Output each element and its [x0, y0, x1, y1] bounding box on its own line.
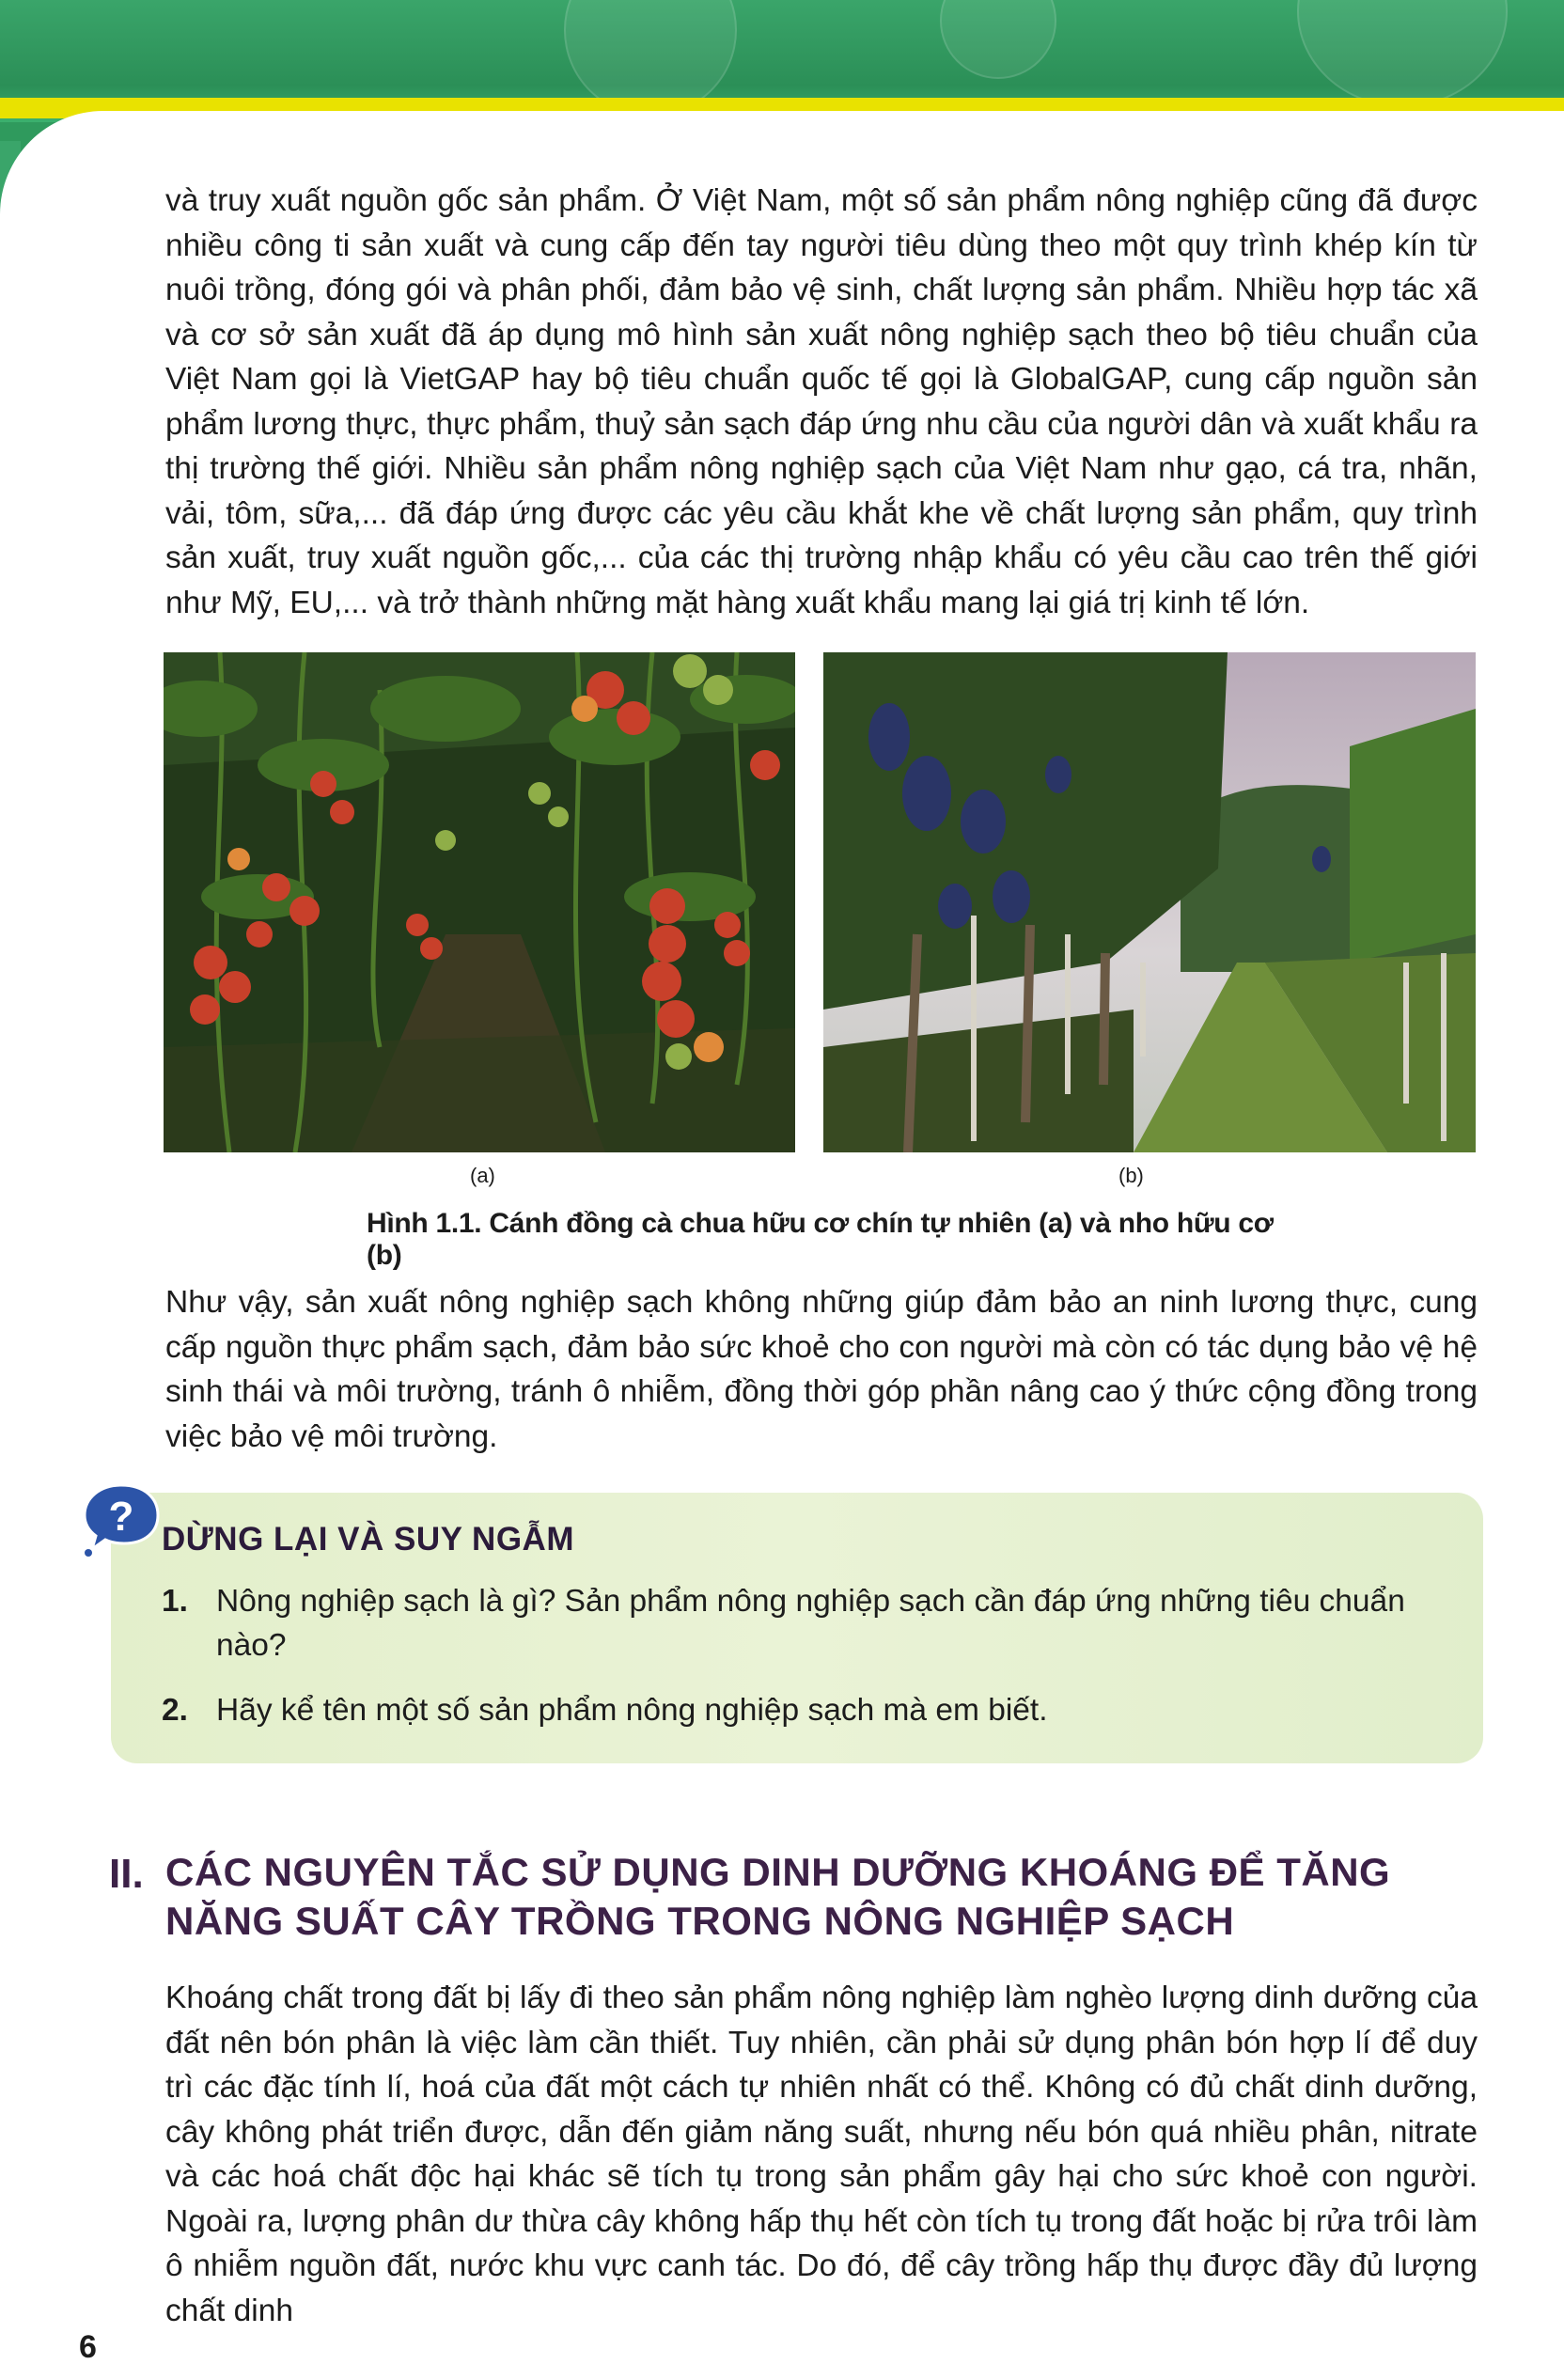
- summary-paragraph: Như vậy, sản xuất nông nghiệp sạch không những giúp đảm bảo an ninh lương thực, cung cấp nguồn thực phẩm sạch, đảm bảo sức khoẻ cho con người mà còn có tác dụng bảo vệ hệ sinh thái và môi trường, tránh ô nhiễm, đồng thời góp phần nâng cao ý thức cộng đồng trong việc bảo vệ môi trường.: [165, 1285, 1478, 1454]
- question-item: [162, 1688, 1459, 1732]
- intro-paragraph: và truy xuất nguồn gốc sản phẩm. Ở Việt Nam, một số sản phẩm nông nghiệp cũng đã được nhiều công ti sản xuất và cung cấp đến tay người tiêu dùng theo một quy trình khép kín từ nuôi trồng, đóng gói và phân phối, đảm bảo vệ sinh, chất lượng sản phẩm. Nhiều hợp tác xã và cơ sở sản xuất đã áp dụng mô hình sản xuất nông nghiệp sạch theo bộ tiêu chuẩn của Việt Nam gọi là VietGAP hay bộ tiêu chuẩn quốc tế gọi là GlobalGAP, cung cấp nguồn sản phẩm lương thực, thực phẩm, thuỷ sản sạch đáp ứng nhu cầu của người dân và xuất khẩu ra thị trường thế giới. Nhiều sản phẩm nông nghiệp sạch của Việt Nam như gạo, cá tra, nhãn, vải, tôm, sữa,... đã đáp ứng được các yêu cầu khắt khe về chất lượng sản phẩm, quy trình sản xuất, truy xuất nguồn gốc,... của các thị trường nhập khẩu có yêu cầu cao trên thế giới như Mỹ, EU,... và trở thành những mặt hàng xuất khẩu mang lại giá trị kinh tế lớn.: [165, 183, 1478, 620]
- tomato-illustration: [164, 652, 795, 1152]
- figure-label-b: (b): [1118, 1164, 1144, 1187]
- decor-bubble: [1297, 0, 1508, 107]
- question-number: 1.: [162, 1584, 188, 1619]
- section-number: II.: [109, 1851, 144, 1897]
- page-number: 6: [79, 2329, 97, 2365]
- reflection-title: DỪNG LẠI VÀ SUY NGẪM: [162, 1521, 574, 1558]
- figure-label-a: (a): [470, 1164, 495, 1187]
- figure-caption: Hình 1.1. Cánh đồng cà chua hữu cơ chín tự nhiên (a) và nho hữu cơ (b): [367, 1208, 1274, 1271]
- minerals-paragraph: Khoáng chất trong đất bị lấy đi theo sản phẩm nông nghiệp làm nghèo lượng dinh dưỡng của đất nên bón phân là việc làm cần thiết. Tuy nhiên, cần phải sử dụng phân bón hợp lí để duy trì các đặc tính lí, hoá của đất một cách tự nhiên nhất có thể. Không có đủ chất dinh dưỡng, cây không phát triển được, dẫn đến giảm năng suất, nhưng nếu bón quá nhiều phân, nitrate và các hoá chất độc hại khác sẽ tích tụ trong sản phẩm gây hại cho sức khoẻ con người. Ngoài ra, lượng phân dư thừa cây không hấp thụ hết còn tích tụ trong đất hoặc bị rửa trôi làm ô nhiễm nguồn đất, nước khu vực canh tác. Do đó, để cây trồng hấp thụ được đầy đủ lượng chất dinh: [165, 1981, 1478, 2328]
- question-bubble-icon: [79, 1480, 164, 1558]
- question-text: Hãy kể tên một số sản phẩm nông nghiệp sạch mà em biết.: [216, 1693, 1048, 1728]
- question-mark: ?: [108, 1494, 134, 1540]
- question-number: 2.: [162, 1693, 188, 1728]
- decor-bubble: [940, 0, 1056, 79]
- question-item: [162, 1579, 1459, 1668]
- grape-vineyard-photo: [823, 652, 1476, 1152]
- question-text: Nông nghiệp sạch là gì? Sản phẩm nông nghiệp sạch cần đáp ứng những tiêu chuẩn nào?: [216, 1584, 1405, 1663]
- tomato-field-photo: [164, 652, 795, 1152]
- vineyard-illustration: [823, 652, 1476, 1152]
- section-heading: CÁC NGUYÊN TẮC SỬ DỤNG DINH DƯỠNG KHOÁNG ĐỂ TĂNG NĂNG SUẤT CÂY TRỒNG TRONG NÔNG NGHIỆP SẠCH: [165, 1850, 1391, 1943]
